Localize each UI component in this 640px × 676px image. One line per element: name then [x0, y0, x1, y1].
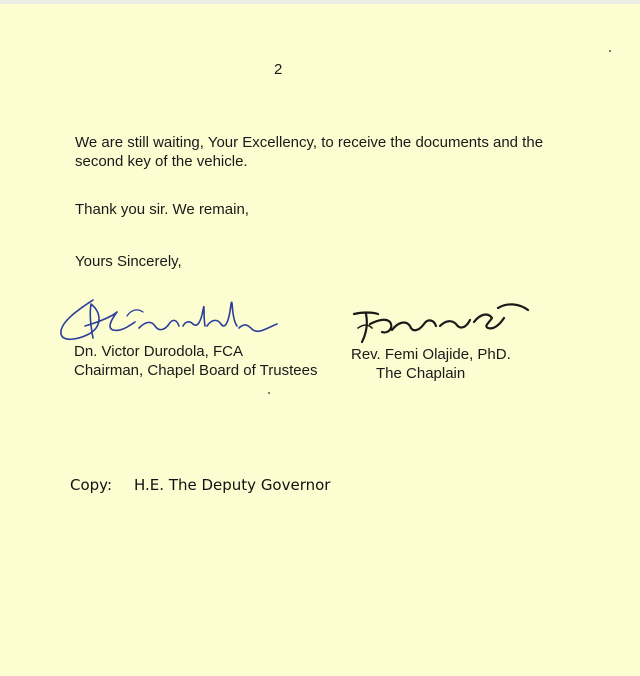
signature-durodola [55, 282, 295, 348]
copy-label: Copy: [70, 476, 113, 494]
signatory-right-title: The Chaplain [376, 365, 466, 382]
signatory-left [74, 342, 317, 380]
closing-line: Yours Sincerely, [75, 253, 182, 270]
copy-line [70, 476, 330, 494]
signatory-left-name: Dn. Victor Durodola, FCA [74, 343, 243, 360]
signatory-right [351, 345, 511, 383]
scan-speck [268, 392, 270, 394]
copy-recipient: H.E. The Deputy Governor [134, 476, 331, 494]
body-paragraph-1: We are still waiting, Your Excellency, to receive the documents and the second key of the vehicle. [75, 134, 544, 170]
signatory-left-title: Chairman, Chapel Board of Trustees [74, 362, 318, 379]
scan-speck [609, 50, 611, 52]
signatory-right-name: Rev. Femi Olajide, PhD. [351, 346, 511, 363]
page-number: 2 [274, 61, 283, 78]
signature-olajide [348, 294, 538, 346]
body-paragraph-2: Thank you sir. We remain, [75, 201, 249, 218]
scan-top-edge [0, 0, 640, 4]
